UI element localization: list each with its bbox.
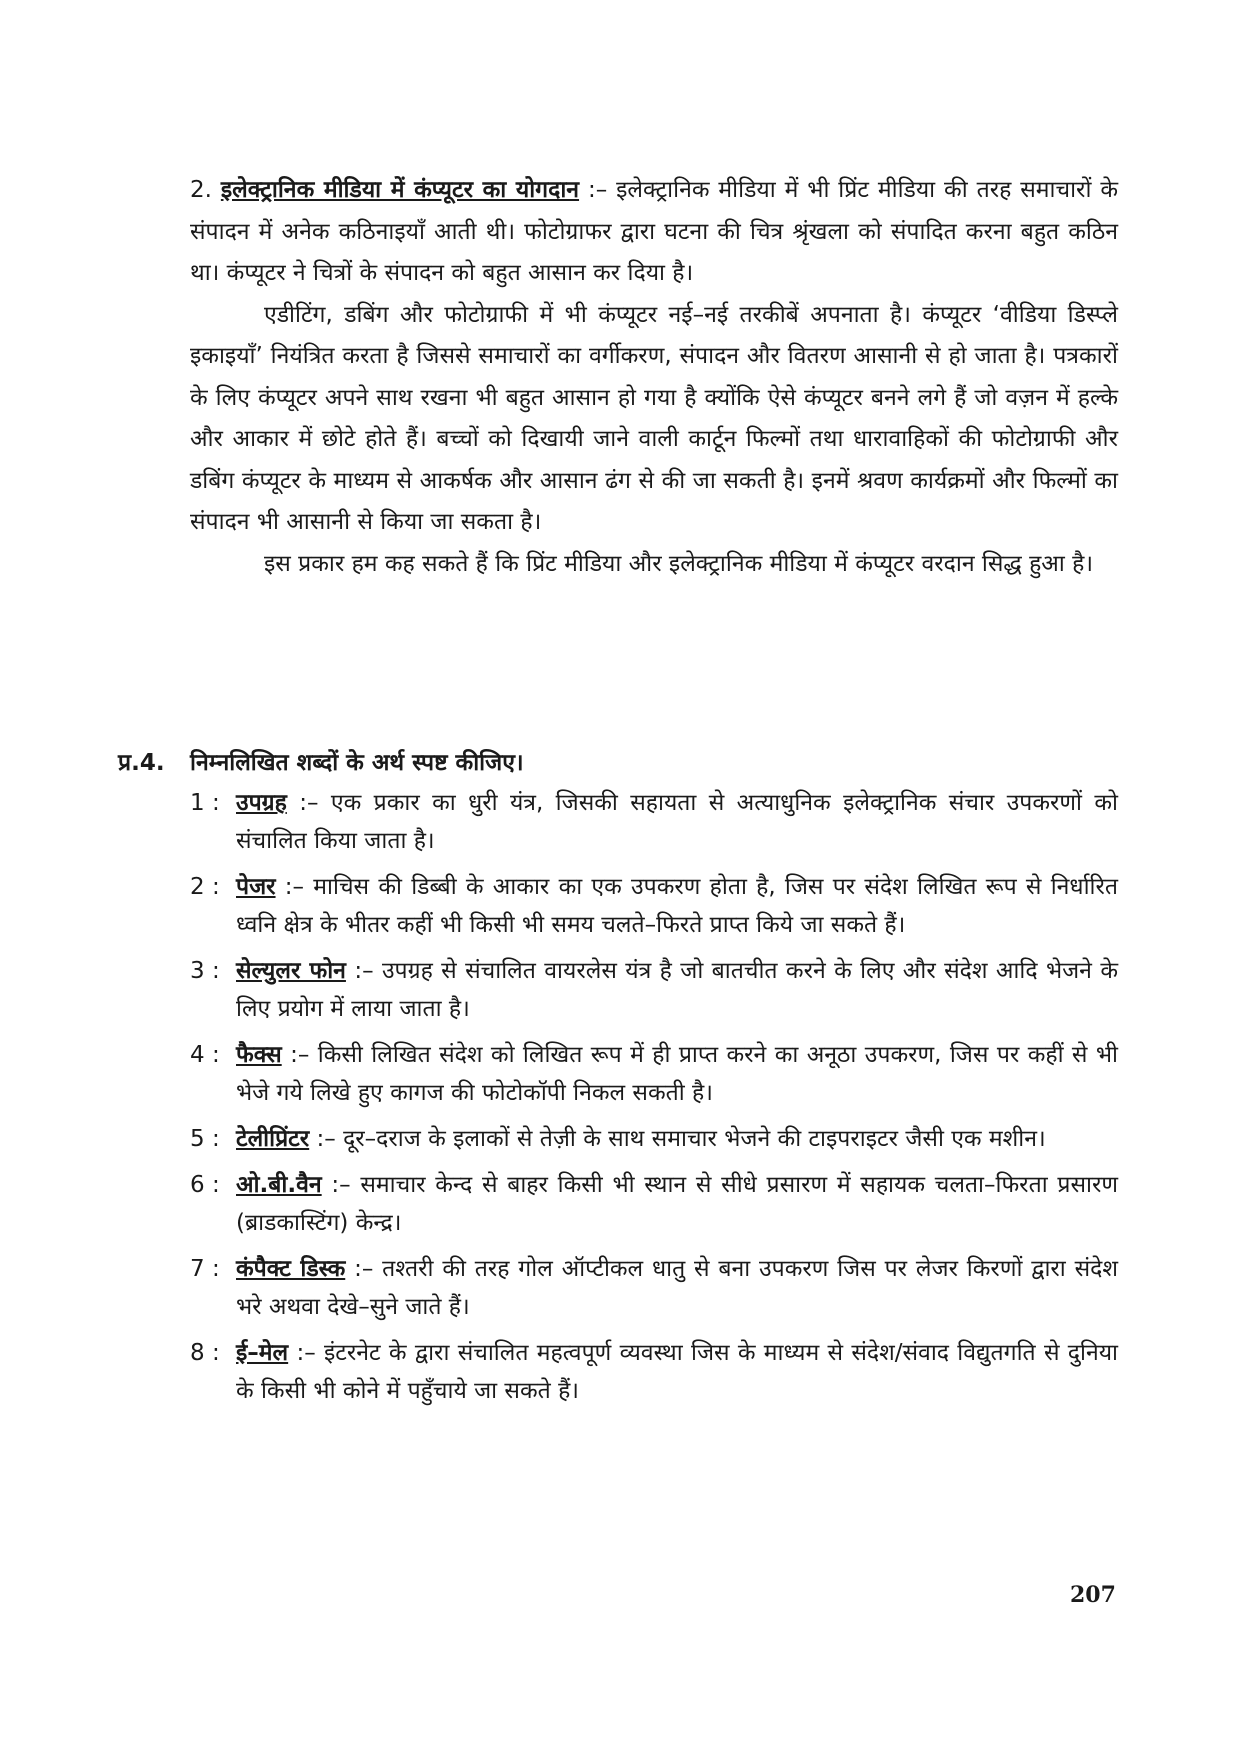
section-paragraph-2: एडीटिंग, डबिंग और फोटोग्राफी में भी कंप्यूटर नई–नई तरकीबें अपनाता है। कंप्यूटर ‘वीडिया डिस्प्ले इकाइयाँ’ नियंत्रित करता है जिससे समाचारों का वर्गीकरण, संपादन और वितरण आसानी से हो जाता है। पत्रकारों के लिए कंप्यूटर अपने साथ रखना भी बहुत आसान हो गया है क्योंकि ऐसे कंप्यूटर बनने लगे हैं जो वज़न में हल्के और आकार में छोटे होते हैं। बच्चों को दिखायी जाने वाली कार्टून फिल्मों तथा धारावाहिकों की फोटोग्राफी और डबिंग कंप्यूटर के माध्यम से आकर्षक और आसान ढंग से की जा सकती है। इनमें श्रवण कार्यक्रमों और फिल्मों का संपादन भी आसानी से किया जा सकता है। <box>190 301 1118 535</box>
section-2 <box>190 170 1118 585</box>
definition-item <box>190 1166 1118 1242</box>
definition-text: इंटरनेट के द्वारा संचालित महत्वपूर्ण व्यवस्था जिस के माध्यम से संदेश/संवाद विद्युतगति से दुनिया के किसी भी कोने में पहुँचाये जा सकते हैं। <box>236 1340 1119 1404</box>
definition-separator: :– <box>288 1340 324 1366</box>
definition-term: सेल्युलर फोन <box>236 958 346 984</box>
section-paragraph-3: इस प्रकार हम कह सकते हैं कि प्रिंट मीडिया और इलेक्ट्रानिक मीडिया में कंप्यूटर वरदान सिद्ध हुआ है। <box>264 550 1094 577</box>
definition-item <box>190 868 1118 944</box>
page-number: 207 <box>1070 1582 1116 1608</box>
definition-number: 6 : <box>190 1172 220 1198</box>
definition-number: 1 : <box>190 790 220 816</box>
definition-text: किसी लिखित संदेश को लिखित रूप में ही प्राप्त करने का अनूठा उपकरण, जिस पर कहीं से भी भेजे गये लिखे हुए कागज की फोटोकॉपी निकल सकती है। <box>236 1042 1118 1106</box>
definition-body <box>236 1334 1118 1410</box>
definition-separator: :– <box>321 1172 361 1198</box>
definition-term: टेलीप्रिंटर <box>236 1126 310 1152</box>
section-separator: :– <box>579 177 617 203</box>
definition-number: 7 : <box>190 1256 220 1282</box>
definition-list <box>190 784 1118 1418</box>
definition-text: एक प्रकार का धुरी यंत्र, जिसकी सहायता से अत्याधुनिक इलेक्ट्रानिक संचार उपकरणों को संचालित किया जाता है। <box>236 790 1119 854</box>
definition-body <box>236 1036 1118 1112</box>
definition-term: फैक्स <box>236 1042 282 1068</box>
definition-number: 4 : <box>190 1042 220 1068</box>
definition-body <box>236 1120 1118 1158</box>
definition-separator: :– <box>345 958 382 984</box>
definition-text: उपग्रह से संचालित वायरलेस यंत्र है जो बातचीत करने के लिए और संदेश आदि भेजने के लिए प्रयोग में लाया जाता है। <box>236 958 1118 1022</box>
definition-body <box>236 1166 1118 1242</box>
question-number: प्र.4. <box>118 750 165 776</box>
definition-term: कंपैक्ट डिस्क <box>236 1256 346 1282</box>
definition-separator: :– <box>275 874 314 900</box>
definition-body <box>236 1250 1118 1326</box>
definition-item <box>190 1036 1118 1112</box>
question-text: निम्नलिखित शब्दों के अर्थ स्पष्ट कीजिए। <box>190 750 524 776</box>
definition-number: 5 : <box>190 1126 220 1152</box>
definition-item <box>190 784 1118 860</box>
definition-separator: :– <box>309 1126 344 1152</box>
definition-term: पेजर <box>236 874 276 900</box>
definition-item <box>190 1120 1118 1158</box>
definition-term: उपग्रह <box>236 790 287 816</box>
definition-separator: :– <box>345 1256 383 1282</box>
definition-item <box>190 1334 1118 1410</box>
section-intro-text: इलेक्ट्रानिक मीडिया में भी प्रिंट मीडिया की तरह समाचारों के संपादन में अनेक कठिनाइयाँ आती थी। फोटोग्राफर द्वारा घटना की चित्र श्रृंखला को संपादित करना बहुत कठिन था। कंप्यूटर ने चित्रों के संपादन को बहुत आसान कर दिया है। <box>190 177 1118 286</box>
definition-item <box>190 952 1118 1028</box>
definition-text: माचिस की डिब्बी के आकार का एक उपकरण होता है, जिस पर संदेश लिखित रूप से निर्धारित ध्वनि क्षेत्र के भीतर कहीं भी किसी भी समय चलते–फिरते प्राप्त किये जा सकते हैं। <box>236 874 1118 938</box>
section-2-intro <box>190 170 1118 295</box>
definition-text: दूर–दराज के इलाकों से तेज़ी के साथ समाचार भेजने की टाइपराइटर जैसी एक मशीन। <box>343 1126 1046 1152</box>
definition-item <box>190 1250 1118 1326</box>
definition-separator: :– <box>281 1042 318 1068</box>
definition-separator: :– <box>286 790 331 816</box>
definition-number: 3 : <box>190 958 220 984</box>
definition-text: तश्तरी की तरह गोल ऑप्टीकल धातु से बना उपकरण जिस पर लेजर किरणों द्वारा संदेश भरे अथवा देखे–सुने जाते हैं। <box>236 1256 1118 1320</box>
definition-body <box>236 784 1118 860</box>
definition-body <box>236 868 1118 944</box>
section-heading: इलेक्ट्रानिक मीडिया में कंप्यूटर का योगदान <box>220 177 580 203</box>
definition-text: समाचार केन्द से बाहर किसी भी स्थान से सीधे प्रसारण में सहायक चलता–फिरता प्रसारण (ब्राडकास्टिंग) केन्द्र। <box>236 1172 1118 1236</box>
section-number: 2. <box>190 177 212 203</box>
definition-term: ई–मेल <box>236 1340 289 1366</box>
definition-body <box>236 952 1118 1028</box>
definition-term: ओ.बी.वैन <box>236 1172 322 1198</box>
definition-number: 2 : <box>190 874 220 900</box>
definition-number: 8 : <box>190 1340 220 1366</box>
